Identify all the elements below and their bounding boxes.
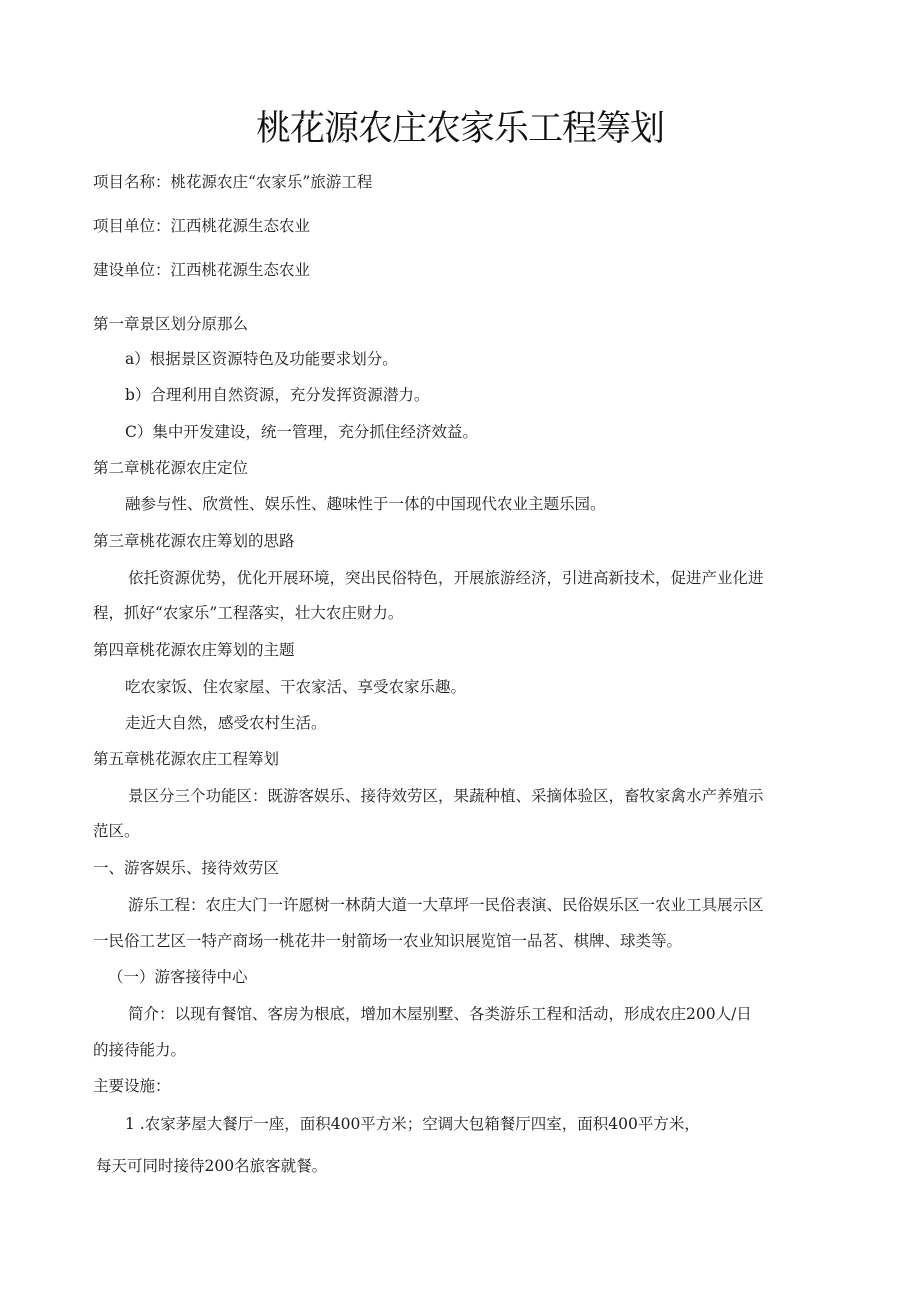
subsection-1-heading: （一）游客接待中心 <box>108 968 248 986</box>
chapter-3-paragraph-line-2: 程，抓好“农家乐”工程落实，壮大农庄财力。 <box>93 604 404 622</box>
chapter-1-item-c: C）集中开发建设，统一管理，充分抓住经济效益。 <box>125 423 478 441</box>
facility-item-1-line-1: 1 .农家茅屋大餐厅一座，面积400平方米；空调大包箱餐厅四室，面积400平方米， <box>125 1115 700 1133</box>
chapter-2-paragraph: 融参与性、欣赏性、娱乐性、趣味性于一体的中国现代农业主题乐园。 <box>125 495 606 513</box>
chapter-5-heading: 第五章桃花源农庄工程筹划 <box>93 750 280 768</box>
chapter-1-heading: 第一章景区划分原那么 <box>93 315 249 333</box>
chapter-1-item-a: a）根据景区资源特色及功能要求划分。 <box>125 350 398 368</box>
chapter-1-item-b: b）合理利用自然资源，充分发挥资源潜力。 <box>125 386 430 404</box>
project-unit: 项目单位：江西桃花源生态农业 <box>93 217 311 235</box>
facility-item-1-line-2: 每天可同时接待200名旅客就餐。 <box>96 1157 328 1175</box>
subsection-1-paragraph-line-2: 的接待能力。 <box>93 1041 187 1059</box>
subsection-1-paragraph-line-1: 简介：以现有餐馆、客房为根底，增加木屋别墅、各类游乐工程和活动，形成农庄200人/日 <box>128 1005 752 1023</box>
section-1-heading: 一、游客娱乐、接待效劳区 <box>93 859 280 877</box>
chapter-2-heading: 第二章桃花源农庄定位 <box>93 459 249 477</box>
chapter-4-paragraph-1: 吃农家饭、住农家屋、干农家活、享受农家乐趣。 <box>125 678 467 696</box>
chapter-4-heading: 第四章桃花源农庄筹划的主题 <box>93 641 295 659</box>
project-name: 项目名称：桃花源农庄“农家乐”旅游工程 <box>93 173 373 191</box>
document-title: 桃花源农庄农家乐工程筹划 <box>255 109 664 149</box>
facilities-heading: 主要设施： <box>93 1077 171 1095</box>
chapter-4-paragraph-2: 走近大自然，感受农村生活。 <box>125 714 327 732</box>
section-1-paragraph-line-1: 游乐工程：农庄大门一许愿树一林荫大道一大草坪一民俗表演、民俗娱乐区一农业工具展示区 <box>128 896 764 914</box>
chapter-5-paragraph-1-line-1: 景区分三个功能区：既游客娱乐、接待效劳区，果蔬种植、采摘体验区，畜牧家禽水产养殖示 <box>128 787 764 805</box>
chapter-3-heading: 第三章桃花源农庄筹划的思路 <box>93 532 295 550</box>
chapter-5-paragraph-1-line-2: 范区。 <box>93 822 140 840</box>
section-1-paragraph-line-2: 一民俗工艺区一特产商场一桃花井一射箭场一农业知识展览馆一品茗、棋牌、球类等。 <box>93 932 683 950</box>
build-unit: 建设单位：江西桃花源生态农业 <box>93 261 311 279</box>
chapter-3-paragraph-line-1: 依托资源优势，优化开展环境，突出民俗特色，开展旅游经济，引进高新技术，促进产业化进 <box>128 569 764 587</box>
